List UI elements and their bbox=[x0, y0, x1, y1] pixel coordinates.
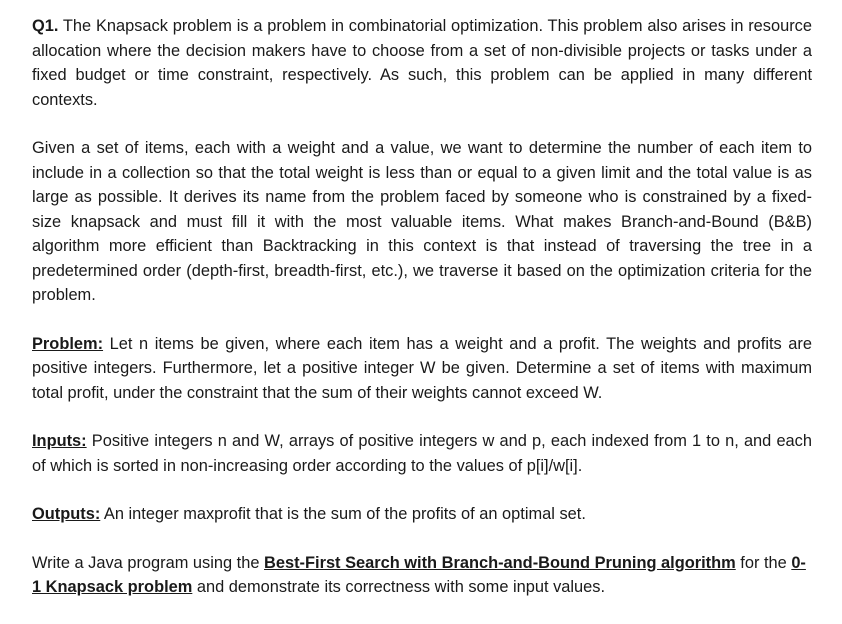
problem-paragraph bbox=[32, 332, 812, 406]
description-paragraph: Given a set of items, each with a weight and a value, we want to determine the number of each item to include in a collection so that the total weight is less than or equal to a given limit and the total value is as large as possible. It derives its name from the problem faced by someone who is constrained by a fixed-size knapsack and must fill it with the most valuable items. What makes Branch-and-Bound (B&B) algorithm more efficient than Backtracking in this context is that instead of traversing the tree in a predetermined order (depth-first, breadth-first, etc.), we traverse it based on the optimization criteria for the problem. bbox=[32, 139, 812, 304]
problem-label: Problem: bbox=[32, 334, 104, 353]
question-intro-text: The Knapsack problem is a problem in combinatorial optimization. This problem also arises in resource allocation where the decision makers have to choose from a set of non-divisible projects or tasks under a fixed budget or time constraint, respectively. As such, this problem can be applied in many different contexts. bbox=[32, 17, 812, 109]
task-text-part3: and demonstrate its correctness with some input values. bbox=[192, 578, 606, 596]
inputs-paragraph bbox=[32, 429, 812, 478]
task-text-part1: Write a Java program using the bbox=[32, 553, 265, 572]
question-number: Q1. bbox=[32, 17, 59, 35]
outputs-label: Outputs: bbox=[32, 505, 101, 523]
task-text-part2: for the bbox=[735, 553, 792, 572]
outputs-paragraph bbox=[32, 502, 812, 527]
assignment-document bbox=[32, 14, 812, 624]
algorithm-name: Best-First Search with Branch-and-Bound Pruning algorithm bbox=[264, 553, 736, 572]
inputs-text: Positive integers n and W, arrays of positive integers w and p, each indexed from 1 to n, and each of which is sorted in non-increasing order according to the values of p[i]/w[i]. bbox=[32, 432, 812, 475]
outputs-text: An integer maxprofit that is the sum of the profits of an optimal set. bbox=[100, 505, 586, 523]
problem-text: Let n items be given, where each item has a weight and a profit. The weights and profits are positive integers. Furthermore, let a positive integer W be given. Determine a set of items with maximum total profit, under the constraint that the sum of their weights cannot exceed W. bbox=[32, 334, 812, 402]
task-paragraph bbox=[32, 551, 812, 600]
problem-name: 0-1 Knapsack problem bbox=[32, 553, 806, 596]
inputs-label: Inputs: bbox=[32, 432, 87, 450]
question-intro-paragraph bbox=[32, 14, 812, 112]
